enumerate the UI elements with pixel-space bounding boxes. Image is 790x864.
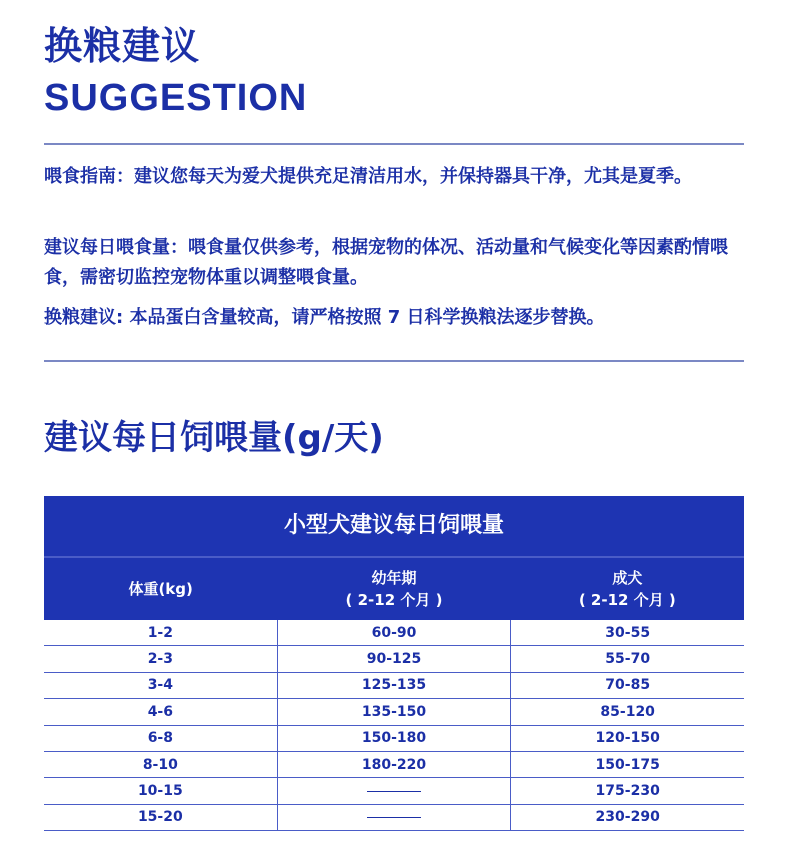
table-caption: 小型犬建议每日饲喂量 — [44, 496, 744, 558]
cell-adult: 175-230 — [510, 778, 744, 803]
section-title: 建议每日饲喂量(g/天) — [44, 418, 384, 458]
header-adult — [511, 558, 744, 620]
cell-puppy: 90-125 — [277, 646, 511, 671]
table-row — [44, 673, 744, 699]
cell-weight: 1-2 — [147, 624, 173, 641]
cell-adult: 30-55 — [510, 620, 744, 645]
daily-amount-text: 建议每日喂食量：喂食量仅供参考，根据宠物的体况、活动量和气候变化等因素酌情喂食，需密切监控宠物体重以调整喂食量。 — [44, 237, 728, 288]
table-row — [44, 752, 744, 778]
cell-puppy: 125-135 — [277, 673, 511, 698]
top-divider — [44, 143, 744, 145]
feeding-table — [44, 496, 744, 831]
header-weight-label: 体重(kg) — [128, 580, 193, 598]
cell-weight: 8-10 — [142, 756, 178, 773]
table-row — [44, 620, 744, 646]
page-title-cn: 换粮建议 — [44, 24, 201, 68]
table-row — [44, 699, 744, 725]
table-body — [44, 620, 744, 831]
cell-adult: 85-120 — [510, 699, 744, 724]
page-title-en: SUGGESTION — [44, 77, 308, 119]
cell-weight: 3-4 — [147, 677, 173, 694]
cell-puppy — [277, 778, 511, 803]
dash-placeholder — [367, 791, 421, 792]
cell-adult: 55-70 — [510, 646, 744, 671]
bottom-divider — [44, 360, 744, 362]
cell-puppy — [277, 805, 511, 830]
cell-puppy: 180-220 — [277, 752, 511, 777]
table-row — [44, 646, 744, 672]
cell-weight: 6-8 — [147, 730, 173, 747]
header-adult-label: 成犬 — [612, 569, 643, 587]
cell-adult: 230-290 — [510, 805, 744, 830]
header-weight — [44, 558, 277, 620]
switch-food-text: 换粮建议: 本品蛋白含量较高，请严格按照 7 日科学换粮法逐步替换。 — [44, 307, 605, 328]
table-row — [44, 778, 744, 804]
header-puppy — [277, 558, 510, 620]
cell-adult: 150-175 — [510, 752, 744, 777]
cell-weight: 4-6 — [147, 703, 173, 720]
header-puppy-label: 幼年期 — [371, 569, 417, 587]
table-row — [44, 805, 744, 831]
cell-adult: 120-150 — [510, 726, 744, 751]
cell-weight: 2-3 — [147, 651, 173, 668]
dash-placeholder — [367, 817, 421, 818]
header-puppy-sub: ( 2-12 个月 ) — [345, 591, 443, 609]
cell-puppy: 60-90 — [277, 620, 511, 645]
feeding-guide-text: 喂食指南：建议您每天为爱犬提供充足清洁用水，并保持器具干净，尤其是夏季。 — [44, 166, 692, 187]
cell-adult: 70-85 — [510, 673, 744, 698]
table-header-row — [44, 558, 744, 620]
cell-puppy: 150-180 — [277, 726, 511, 751]
cell-weight: 10-15 — [137, 783, 183, 800]
cell-puppy: 135-150 — [277, 699, 511, 724]
table-row — [44, 726, 744, 752]
cell-weight: 15-20 — [137, 809, 183, 826]
header-adult-sub: ( 2-12 个月 ) — [578, 591, 676, 609]
